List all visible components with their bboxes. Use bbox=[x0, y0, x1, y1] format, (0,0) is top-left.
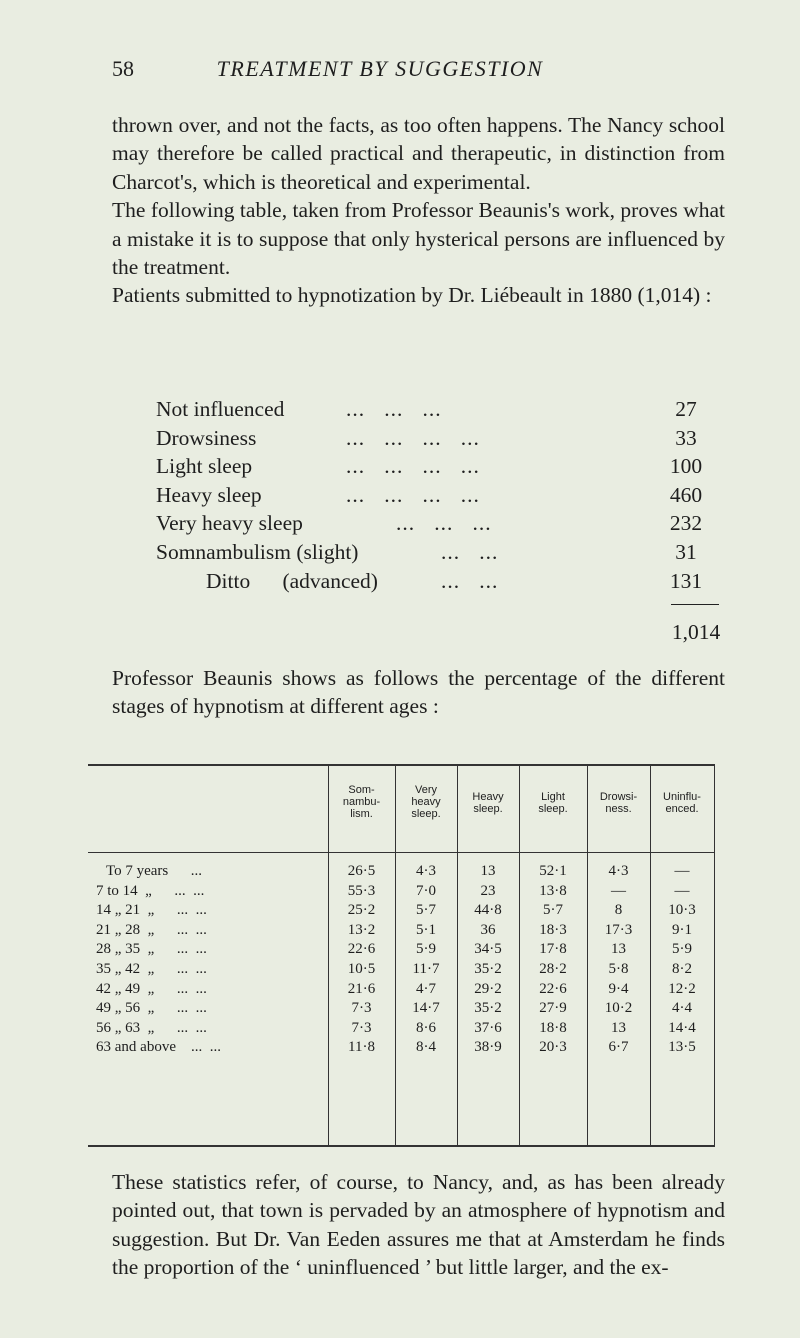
summary-value: 100 bbox=[669, 454, 703, 479]
table-cell: 14·7 bbox=[412, 1000, 440, 1017]
paragraph-3: Patients submitted to hypnotization by Dr. Liébeault in 1880 (1,014) : bbox=[112, 283, 712, 308]
summary-row bbox=[156, 509, 716, 538]
table-cell: 8·4 bbox=[416, 1039, 436, 1056]
table-cell: 7·3 bbox=[351, 1000, 372, 1017]
summary-list bbox=[156, 395, 721, 644]
table-cell: 8·2 bbox=[672, 961, 692, 977]
summary-label: Drowsiness bbox=[156, 425, 257, 450]
summary-row bbox=[156, 481, 716, 510]
summary-label: Somnambulism (slight) bbox=[156, 539, 359, 564]
summary-value: 33 bbox=[675, 425, 697, 450]
paragraph-1: thrown over, and not the facts, as too often happens. The Nancy school may therefore be called practical and therapeutic, in distinction from Charcot's, which is theoretical and experimental. bbox=[112, 113, 725, 194]
summary-label: Heavy sleep bbox=[156, 482, 262, 507]
table-cell: 34·5 bbox=[474, 941, 502, 958]
table-cell: 22·6 bbox=[539, 980, 567, 997]
table-cell: 23 bbox=[480, 882, 496, 899]
total-rule bbox=[671, 604, 719, 605]
summary-value: 460 bbox=[669, 482, 703, 507]
table-cell: 10·3 bbox=[668, 902, 696, 919]
table-cell: 8·6 bbox=[416, 1019, 436, 1036]
table-row-label: 56 „ 63 „ ... ... bbox=[96, 1019, 207, 1036]
table-cell: 22·6 bbox=[347, 941, 376, 958]
table-cell: 12·2 bbox=[668, 980, 696, 997]
leader-dots: ... ... ... bbox=[396, 511, 492, 536]
paragraph-5: These statistics refer, of course, to Nancy, and, as has been already pointed out, that town is pervaded by an atmosphere of hypnotism and suggestion. But Dr. Van Eeden assures me that at Amsterdam he finds the proportion of the ‘ uninfluenced ’ but little larger, and the ex- bbox=[112, 1170, 725, 1280]
leader-dots: ... ... ... bbox=[346, 397, 442, 421]
page-number: 58 bbox=[112, 56, 134, 81]
summary-value: 131 bbox=[669, 568, 703, 593]
table-cell: 5·7 bbox=[416, 902, 436, 919]
table-cell: 7·0 bbox=[416, 882, 436, 899]
table-cell: 35·2 bbox=[474, 961, 502, 977]
summary-row bbox=[156, 538, 716, 567]
table-row-label: 7 to 14 „ ... ... bbox=[96, 882, 205, 899]
table-cell: 14·4 bbox=[668, 1019, 696, 1036]
summary-label: Light sleep bbox=[156, 454, 253, 479]
table-row-label: 35 „ 42 „ ... ... bbox=[96, 961, 207, 977]
table-cell: 27·9 bbox=[539, 1000, 567, 1017]
summary-value: 27 bbox=[675, 397, 697, 421]
table-cell: 17·3 bbox=[604, 921, 633, 938]
table-cell: 55·3 bbox=[347, 882, 376, 899]
paragraph-5-block bbox=[112, 1168, 725, 1282]
table-header-cell: Drowsi- ness. bbox=[599, 791, 638, 815]
table-cell: 52·1 bbox=[539, 863, 567, 879]
table-cell: 44·8 bbox=[474, 902, 502, 919]
running-title: TREATMENT BY SUGGESTION bbox=[216, 56, 544, 81]
table-header-rule bbox=[88, 852, 714, 853]
table-cell: 21·6 bbox=[347, 980, 376, 997]
table-cell: 18·3 bbox=[539, 921, 567, 938]
table-cell: 7·3 bbox=[351, 1019, 372, 1036]
paragraph-2: The following table, taken from Professor Beaunis's work, proves what a mistake it is to suppose that only hysterical persons are influenced by the treatment. bbox=[112, 198, 725, 280]
table-row-label: To 7 years ... bbox=[106, 863, 203, 879]
table-cell: 26·5 bbox=[347, 863, 376, 879]
table-cell: 5·9 bbox=[672, 941, 692, 958]
table-cell: 10·5 bbox=[347, 961, 376, 977]
table-cell: 18·8 bbox=[539, 1019, 567, 1036]
table-cell: 35·2 bbox=[474, 1000, 502, 1017]
table-cell: 13 bbox=[611, 941, 626, 958]
summary-total: 1,014 bbox=[671, 620, 721, 644]
table-header-cell: Very heavy sleep. bbox=[411, 784, 441, 820]
table-cell: 29·2 bbox=[474, 980, 502, 997]
table-cell: 36 bbox=[480, 921, 496, 938]
table-header-cell: Uninflu- enced. bbox=[663, 791, 701, 815]
summary-label: Very heavy sleep bbox=[156, 511, 303, 536]
leader-dots: ... ... bbox=[441, 539, 499, 564]
table-cell: 13·5 bbox=[668, 1039, 696, 1056]
summary-label: Ditto (advanced) bbox=[206, 568, 378, 593]
table-column-rule bbox=[714, 764, 715, 1147]
table-cell: 4·4 bbox=[672, 1000, 692, 1017]
table-cell: 5·9 bbox=[416, 941, 436, 958]
summary-row bbox=[156, 424, 716, 453]
table-cell: 37·6 bbox=[474, 1019, 502, 1036]
summary-value: 232 bbox=[669, 511, 703, 536]
table-cell: 13 bbox=[480, 863, 496, 879]
table-row-label: 21 „ 28 „ ... ... bbox=[96, 921, 207, 938]
table-top-rule bbox=[88, 764, 714, 766]
table-cell: 10·2 bbox=[604, 1000, 633, 1017]
summary-row bbox=[156, 452, 716, 481]
table-cell: 28·2 bbox=[539, 961, 567, 977]
table-cell: 4·3 bbox=[416, 863, 436, 879]
table-row-label: 63 and above ... ... bbox=[96, 1039, 221, 1056]
table-row-label: 49 „ 56 „ ... ... bbox=[96, 1000, 207, 1017]
table-cell: 11·7 bbox=[412, 961, 440, 977]
table-header-cell: Light sleep. bbox=[538, 791, 568, 815]
table-cell: — bbox=[674, 882, 690, 899]
table-cell: 13·2 bbox=[347, 921, 376, 938]
table-cell: 5·1 bbox=[416, 921, 436, 938]
table-cell: 38·9 bbox=[474, 1039, 502, 1056]
page-header bbox=[0, 56, 800, 86]
paragraph-4-block bbox=[112, 664, 725, 721]
table-bottom-rule bbox=[88, 1145, 714, 1147]
table-cell: 5·8 bbox=[608, 961, 629, 977]
table-row-label: 14 „ 21 „ ... ... bbox=[96, 902, 207, 919]
table-cell: 5·7 bbox=[543, 902, 563, 919]
leader-dots: ... ... bbox=[441, 568, 499, 593]
summary-label: Not influenced bbox=[156, 397, 285, 421]
table-cell: 6·7 bbox=[608, 1039, 629, 1056]
summary-row bbox=[156, 395, 716, 424]
table-cell: — bbox=[674, 863, 690, 879]
leader-dots: ... ... ... ... bbox=[346, 454, 480, 479]
table-cell: 17·8 bbox=[539, 941, 567, 958]
table-row-label: 28 „ 35 „ ... ... bbox=[96, 941, 207, 958]
table-cell: — bbox=[611, 882, 626, 899]
table-cell: 8 bbox=[614, 902, 623, 919]
leader-dots: ... ... ... ... bbox=[346, 482, 480, 507]
table-cell: 13 bbox=[611, 1019, 626, 1036]
table-cell: 20·3 bbox=[539, 1039, 567, 1056]
table-cell: 13·8 bbox=[539, 882, 567, 899]
table-cell: 4·3 bbox=[608, 863, 629, 879]
table-cell: 11·8 bbox=[348, 1039, 375, 1056]
table-cell: 9·4 bbox=[608, 980, 629, 997]
table-header-cell: Som- nambu- lism. bbox=[342, 784, 381, 820]
paragraph-4: Professor Beaunis shows as follows the percentage of the different stages of hypnotism at different ages : bbox=[112, 666, 725, 719]
table-row-label: 42 „ 49 „ ... ... bbox=[96, 980, 207, 997]
table-cell: 25·2 bbox=[347, 902, 376, 919]
table-cell: 4·7 bbox=[416, 980, 436, 997]
leader-dots: ... ... ... ... bbox=[346, 425, 480, 450]
summary-value: 31 bbox=[675, 539, 697, 564]
table-cell: 9·1 bbox=[672, 921, 692, 938]
table-header-cell: Heavy sleep. bbox=[472, 791, 504, 815]
percentage-table bbox=[88, 764, 714, 1147]
summary-row bbox=[156, 567, 716, 596]
intro-text bbox=[112, 111, 725, 310]
